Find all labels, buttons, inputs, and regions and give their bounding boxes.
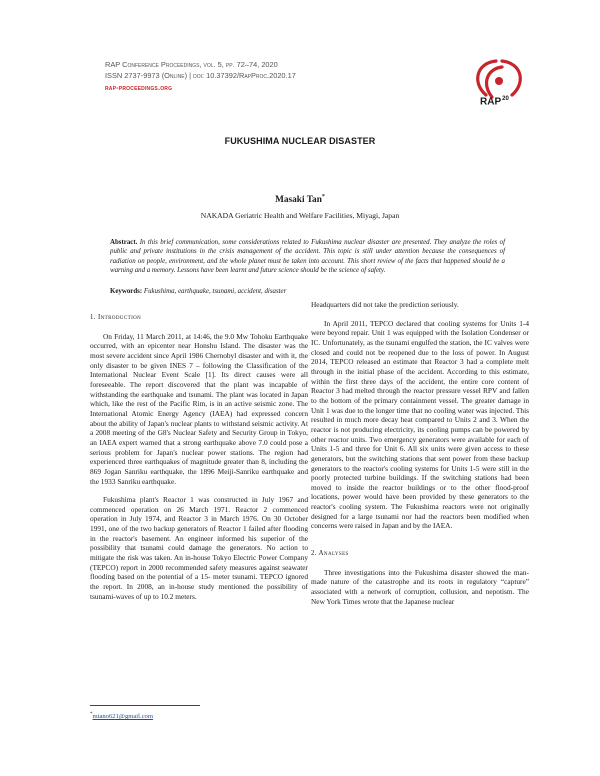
keywords-label: Keywords:: [110, 288, 143, 295]
footnote: *mtano621@gmail.com: [90, 712, 153, 721]
footnote-email-link[interactable]: mtano621@gmail.com: [92, 713, 153, 721]
abstract-label: Abstract.: [110, 239, 138, 246]
paragraph: Fukushima plant's Reactor 1 was constructed in July 1967 and commenced operation on 26 March 1971. Reactor 2 commenced operation in July 1974, and Reactor 3 in March 1976. On 30 October 1991, one of the two backup generators of Reactor 1 failed after flooding in the reactor's basement. An engineer informed his superior of the possibility that tsunami could damage the generators. No action to mitigate the risk was taken. An in-house Tokyo Electric Power Company (TEPCO) report in 2000 recommended safety measures against seawater flooding based on the potential of a 15- meter tsunami. TEPCO ignored the report. In 2008, an in-house study mentioned the possibility of tsunami-waves of up to 10.2 meters.: [90, 495, 308, 601]
journal-website-link[interactable]: rap-proceedings.org: [105, 82, 173, 92]
right-column: [311, 300, 529, 606]
paragraph: Three investigations into the Fukushima disaster showed the man-made nature of the catastrophe and its roots in regulatory “capture” associated with a network of corruption, collusion, and nepotism. The New York Times wrote that the Japanese nuclear: [311, 567, 529, 606]
journal-citation: RAP Conference Proceedings, vol. 5, pp. 72–74, 2020: [105, 60, 278, 69]
left-column: [90, 300, 308, 601]
paragraph-continuation: Headquarters did not take the prediction seriously.: [311, 300, 459, 309]
author-name: Masaki Tan*: [275, 194, 325, 206]
abstract: [110, 238, 505, 275]
author-affiliation: NAKADA Geriatric Health and Welfare Facilities, Miyagi, Japan: [200, 211, 400, 220]
journal-issn-doi: ISSN 2737-9973 (Online) | doi: 10.37392/RapProc.2020.17: [105, 71, 296, 81]
paragraph: On Friday, 11 March 2011, at 14:46, the 9.0 Mw Tohoku Earthquake occurred, with an epicenter near Honshu Island. The disaster was the most severe accident since April 1986 Chernobyl disaster and with it, the only disaster to be given INES 7 – following the Classification of the International Nuclear Event Scale [1]. Its direct causes were all foreseeable. The report discovered that the plant was incapable of withstanding the earthquake and tsunami. The plant was located in Japan which, like the rest of the Pacific Rim, is in an active seismic zone. The International Atomic Energy Agency (IAEA) had expressed concern about the ability of Japan's nuclear plants to withstand seismic activity. At a 2008 meeting of the G8's Nuclear Safety and Security Group in Tokyo, an IAEA expert warned that a strong earthquake above 7.0 could pose a serious problem for Japan's nuclear power stations. The region had experienced three earthquakes of magnitude greater than 8, including the 869 Jogan Sanriku earthquake, the 1896 Meiji-Sanriku earthquake and the 1933 Sanriku earthquake.: [90, 331, 308, 486]
paper-title: FUKUSHIMA NUCLEAR DISASTER: [224, 136, 376, 146]
author-footnote-mark: *: [321, 194, 325, 200]
keywords-text: Fukushima, earthquake, tsunami, accident, disaster: [143, 288, 287, 295]
abstract-text: In this brief communication, some considerations related to Fukushima nuclear disaster are presented. They analyze the roles of public and private institutions in the crisis management of the accident. This topic is still under attention because the consequences of radiation on people, environment, and the whole planet must be taken into account. This short review of the facts that happened should be a warning and a memory. Lessons have been learnt and future science should be the science of safety.: [110, 239, 505, 274]
section-heading-introduction: 1. Introduction: [90, 314, 142, 321]
journal-header: [105, 59, 435, 93]
section-heading-analyses: 2. Analyses: [311, 550, 349, 558]
rap-logo-text: RAP$^{20}$: [480, 96, 509, 108]
keywords: [110, 288, 505, 295]
paragraph: In April 2011, TEPCO declared that cooling systems for Units 1-4 were beyond repair. Unit 1 was equipped with the Isolation Condenser or IC. Unfortunately, as the tsunami engulfed the station, the IC valves were closed and could not be reopened due to the loss of power. In August 2014, TEPCO released an estimate that Reactor 3 had a complete melt through in the initial phase of the accident. According to this estimate, within the first three days of the accident, the entire core content of Reactor 3 had melted through the reactor pressure vessel RPV and fallen to the bottom of the primary containment vessel. The greater damage in Unit 1 was due to the longer time that no cooling water was injected. This resulted in much more decay heat compared to Units 2 and 3. When the reactor is not producing electricity, its cooling pumps can be powered by other reactor units. Two emergency generators were available for each of Units 1-5 and three for Unit 6. All six units were given access to these generators, but the switching stations that sent power from these backup generators to the reactor's cooling systems for Units 1-5 were still in the poorly protected turbine buildings. If the switching stations had been moved to inside the reactor buildings or to the other flood-proof locations, power would have been provided by these generators to the reactor's cooling system. The Fukushima reactors were not originally designed for a large tsunami nor had the reactors been modified when concerns were raised in Japan and by the IAEA.: [311, 318, 529, 531]
footnote-divider: [90, 705, 200, 706]
